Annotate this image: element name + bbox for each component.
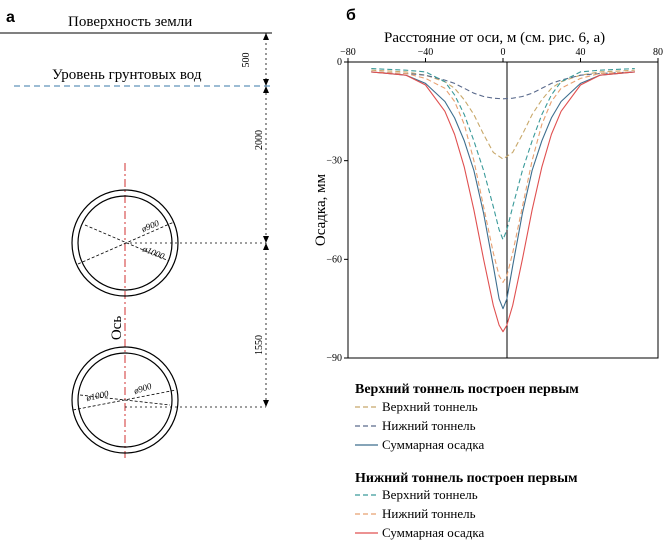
legend-label: Суммарная осадка (382, 525, 485, 540)
y-tick-label: 0 (337, 57, 342, 68)
y-tick-label: −90 (326, 353, 342, 364)
x-tick-label: −40 (417, 47, 434, 58)
chart-y-axis-label: Осадка, мм (313, 173, 329, 247)
x-tick-label: −80 (340, 47, 356, 58)
upper-tunnel-label-900: ø900 (140, 217, 161, 234)
dimension-label-500: 500 (241, 52, 252, 68)
groundwater-level-label: Уровень грунтовых вод (52, 67, 202, 83)
dim-arrow (263, 79, 269, 86)
series-line-group2-3 (371, 72, 635, 332)
x-tick-label: 0 (500, 47, 506, 58)
series-line-group1-3 (371, 72, 635, 309)
legend-label: Нижний тоннель (382, 418, 476, 433)
legend-group-2-heading: Нижний тоннель построен первым (355, 471, 578, 486)
dim-arrow (263, 86, 269, 93)
legend-label: Нижний тоннель (382, 506, 476, 521)
panel-a (0, 9, 272, 458)
dimension-label-1550: 1550 (254, 335, 265, 355)
dim-arrow (263, 236, 269, 243)
legend (355, 382, 579, 540)
y-axis (326, 57, 348, 364)
legend-label: Суммарная осадка (382, 437, 485, 452)
legend-label: Верхний тоннель (382, 399, 478, 414)
x-axis (340, 47, 663, 62)
x-tick-label: 80 (653, 47, 663, 58)
axis-label: Ось (109, 315, 125, 341)
plot-frame (348, 62, 658, 358)
panel-b (313, 7, 663, 540)
y-tick-label: −60 (326, 254, 342, 266)
legend-group-1-heading: Верхний тоннель построен первым (355, 382, 579, 397)
series-line-group2-2 (371, 72, 635, 283)
dim-arrow (263, 243, 269, 250)
lower-tunnel-label-1000: ø1000 (85, 388, 110, 403)
panel-a-letter: а (6, 9, 15, 26)
lower-tunnel (72, 347, 266, 453)
panel-b-letter: б (346, 7, 356, 24)
chart-x-axis-label: Расстояние от оси, м (см. рис. 6, а) (384, 30, 606, 46)
series-line-group1-2 (371, 72, 635, 99)
ground-surface-label: Поверхность земли (68, 14, 193, 30)
y-tick-label: −30 (326, 155, 342, 167)
dim-arrow (263, 33, 269, 40)
lower-tunnel-label-900: ø900 (132, 380, 153, 396)
legend-label: Верхний тоннель (382, 487, 478, 502)
dim-arrow (263, 400, 269, 407)
dimension-label-2000: 2000 (254, 130, 265, 150)
series-layer (371, 69, 635, 332)
x-tick-label: 40 (575, 47, 586, 58)
series-line-group1-1 (371, 70, 635, 159)
series-line-group2-1 (371, 69, 635, 240)
upper-tunnel (72, 190, 266, 296)
upper-tunnel-label-1000: ø1000 (141, 243, 166, 262)
